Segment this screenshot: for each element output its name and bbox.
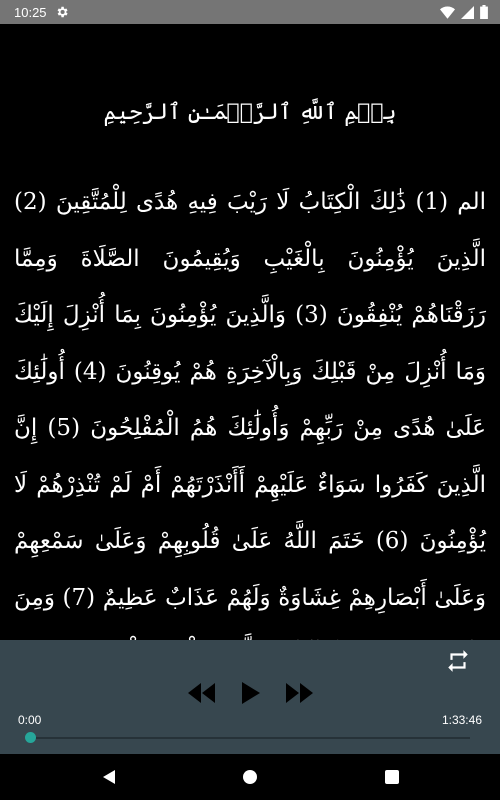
status-icons [440,5,488,19]
repeat-icon[interactable] [445,648,471,674]
wifi-icon [440,6,455,19]
playback-controls [0,678,500,708]
status-bar [0,0,500,24]
home-icon[interactable] [241,768,259,786]
quran-reader[interactable] [0,24,500,640]
fast-forward-icon [285,683,313,703]
play-button[interactable] [240,678,262,708]
rewind-icon [188,683,216,703]
battery-icon [480,5,488,19]
basmala: بِسۡمِ ٱللَّهِ ٱلرَّحۡمَـٰنِ ٱلرَّحِيمِ [103,100,397,125]
settings-icon [55,5,69,19]
back-icon[interactable] [100,768,118,786]
recents-icon[interactable] [383,768,401,786]
seek-bar[interactable] [30,737,470,739]
cellular-icon [461,6,474,19]
audio-player [0,640,500,754]
verses-text: الم (1) ذَٰلِكَ الْكِتَابُ لَا رَيْبَ فِيهِ هُدًى لِلْمُتَّقِينَ (2) الَّذِينَ يُؤْمِنُونَ بِالْغَيْبِ وَيُقِيمُونَ الصَّلَاةَ وَمِمَّا رَزَقْنَاهُمْ يُنْفِقُونَ (3) وَالَّذِينَ يُؤْمِنُونَ بِمَا أُنْزِلَ إِلَيْكَ وَمَا أُنْزِلَ مِنْ قَبْلِكَ وَبِالْآخِرَةِ هُمْ يُوقِنُونَ (4) أُولَٰئِكَ عَلَىٰ هُدًى مِنْ رَبِّهِمْ وَأُولَٰئِكَ هُمُ الْمُفْلِحُونَ (5) إِنَّ الَّذِينَ كَفَرُوا سَوَاءٌ عَلَيْهِمْ أَأَنْذَرْتَهُمْ أَمْ لَمْ تُنْذِرْهُمْ لَا يُؤْمِنُونَ (6) خَتَمَ اللَّهُ عَلَىٰ قُلُوبِهِمْ وَعَلَىٰ سَمْعِهِمْ وَعَلَىٰ أَبْصَارِهِمْ غِشَاوَةٌ وَلَهُمْ عَذَابٌ عَظِيمٌ (7) وَمِنَ [14,189,487,611]
seek-thumb[interactable] [25,732,36,743]
current-time: 0:00 [18,713,42,727]
navigation-bar [0,754,500,800]
rewind-button[interactable] [186,678,218,708]
play-icon [242,682,260,704]
fast-forward-button[interactable] [283,678,315,708]
total-time: 1:33:46 [441,713,482,727]
status-time: 10:25 [14,4,47,20]
